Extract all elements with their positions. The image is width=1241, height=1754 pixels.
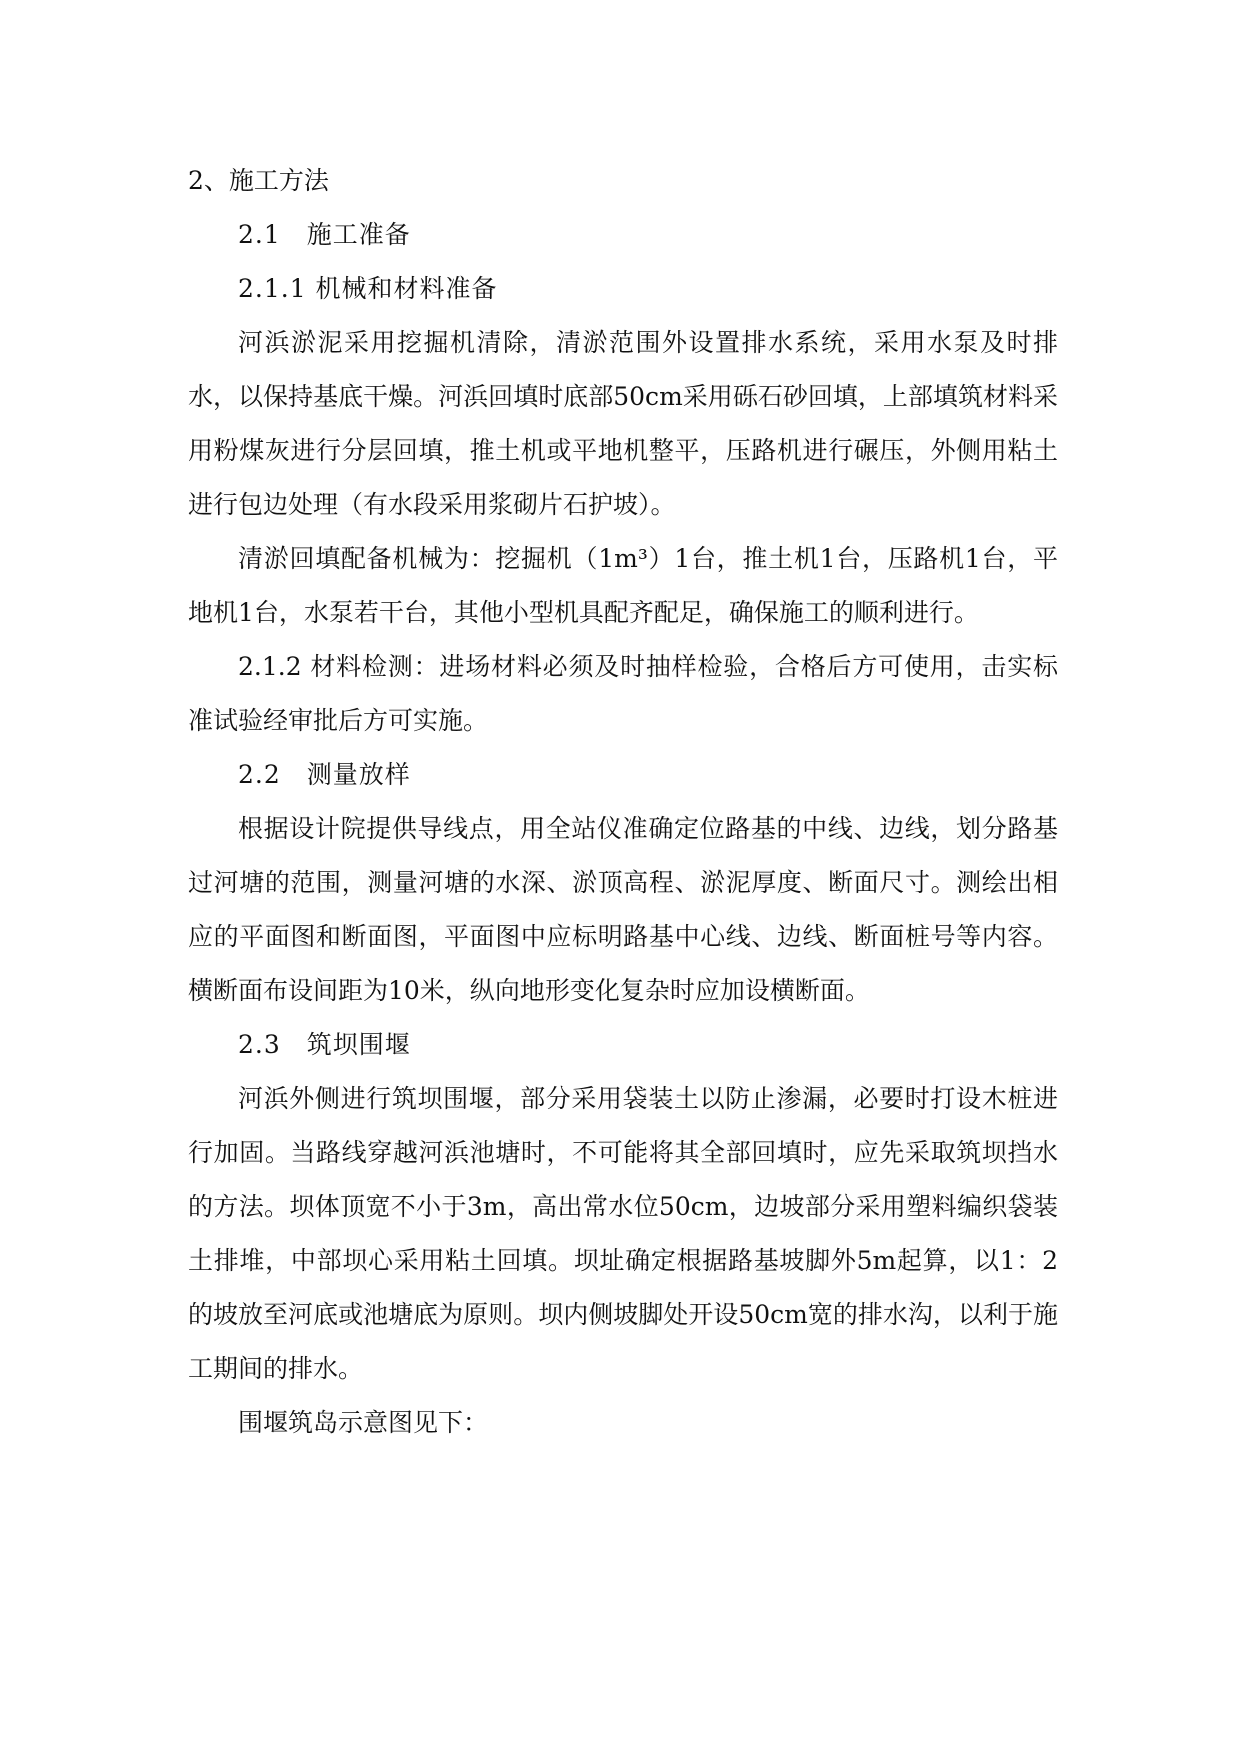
paragraph-equipment-list: 清淤回填配备机械为：挖掘机（1m³）1台，推土机1台，压路机1台，平地机1台，水泵若干台，其他小型机具配齐配足，确保施工的顺利进行。 (188, 544, 1058, 627)
subsubsection-heading-machinery-materials: 2.1.1 机械和材料准备 (238, 274, 498, 303)
paragraph-cofferdam: 河浜外侧进行筑坝围堰，部分采用袋装土以防止渗漏，必要时打设木桩进行加固。当路线穿越河浜池塘时，不可能将其全部回填时，应先采取筑坝挡水的方法。坝体顶宽不小于3m，高出常水位50cm，边坡部分采用塑料编织袋装土排堆，中部坝心采用粘土回填。坝址确定根据路基坡脚外5m起算，以1：2的坡放至河底或池塘底为原则。坝内侧坡脚处开设50cm宽的排水沟，以利于施工期间的排水。 (188, 1084, 1058, 1383)
subsection-heading-survey: 2.2 测量放样 (238, 760, 411, 789)
section-heading-construction-method: 2、施工方法 (188, 166, 329, 195)
paragraph-material-testing: 2.1.2 材料检测：进场材料必须及时抽样检验，合格后方可使用，击实标准试验经审批后方可实施。 (188, 652, 1058, 735)
subsection-heading-cofferdam: 2.3 筑坝围堰 (238, 1030, 411, 1059)
paragraph-dredging-backfill: 河浜淤泥采用挖掘机清除，清淤范围外设置排水系统，采用水泵及时排水，以保持基底干燥。河浜回填时底部50cm采用砾石砂回填，上部填筑材料采用粉煤灰进行分层回填，推土机或平地机整平，压路机进行碾压，外侧用粘土进行包边处理（有水段采用浆砌片石护坡）。 (188, 328, 1058, 519)
paragraph-diagram-intro: 围堰筑岛示意图见下： (238, 1408, 489, 1437)
document-body (188, 154, 1058, 1450)
subsection-heading-preparation: 2.1 施工准备 (238, 220, 411, 249)
paragraph-survey: 根据设计院提供导线点，用全站仪准确定位路基的中线、边线，划分路基过河塘的范围，测量河塘的水深、淤顶高程、淤泥厚度、断面尺寸。测绘出相应的平面图和断面图，平面图中应标明路基中心线、边线、断面桩号等内容。横断面布设间距为10米，纵向地形变化复杂时应加设横断面。 (188, 814, 1058, 1005)
